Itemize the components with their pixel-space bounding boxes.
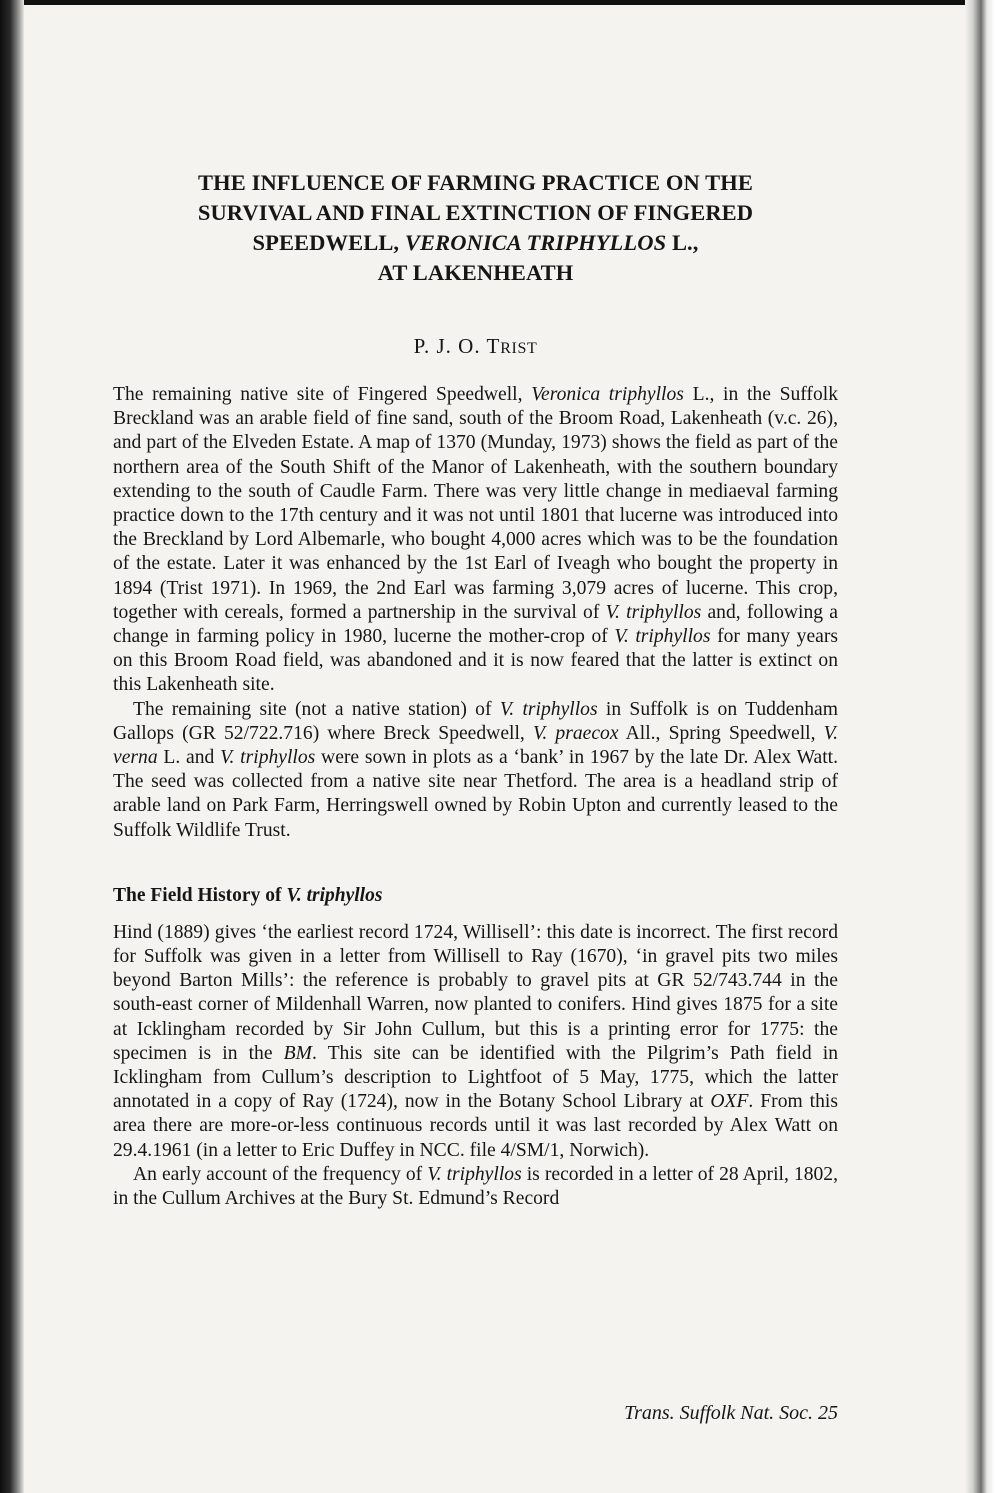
text-run: The remaining site (not a native station) of xyxy=(133,698,500,720)
title-line-2: SURVIVAL AND FINAL EXTINCTION OF FINGERED xyxy=(197,200,754,225)
text-run: L. and xyxy=(157,747,221,769)
italic-text-run: OXF xyxy=(710,1091,749,1113)
scan-top-edge xyxy=(0,0,995,5)
italic-text-run: V. praecox xyxy=(532,722,619,744)
scan-right-edge xyxy=(965,0,995,1493)
text-run: An early account of the frequency of xyxy=(133,1163,428,1185)
italic-text-run: V. triphyllos xyxy=(605,601,702,623)
text-run: in Suffolk is on Tuddenham Gallops (GR 52/722.716) where Breck Speedwell, xyxy=(113,698,838,744)
text-run: were sown in plots as a ‘bank’ in 1967 by the late Dr. Alex Watt. The seed was collected from a native site near Thetford. The area is a headland strip of arable land on Park Farm, Herringswell owned by Robin Upton and currently leased to the Suffolk Wildlife Trust. xyxy=(113,747,838,841)
text-run: for many years on this Broom Road field, was abandoned and it is now feared that the latter is extinct on this Lakenheath site. xyxy=(113,626,839,696)
section-paragraph-1 xyxy=(113,921,838,1163)
author-byline xyxy=(113,334,838,359)
title-line-4: AT LAKENHEATH xyxy=(377,260,574,285)
text-run: . From this area there are more-or-less continuous records until it was last recorded by Alex Watt on 29.4.1961 (in a letter to Eric Duffey in NCC. file 4/SM/1, Norwich). xyxy=(113,1091,838,1161)
author-surname: RIST xyxy=(500,340,538,357)
title-species-name: VERONICA TRIPHYLLOS xyxy=(404,230,667,255)
text-run: Hind (1889) gives ‘the earliest record 1724, Willisell’: this date is incorrect. The first record for Suffolk was given in a letter from Willisell to Ray (1670), ‘in gravel pits two miles beyond Barton Mills’: the reference is probably to gravel pits at GR 52/743.744 in the south-east corner of Mildenhall Warren, now planted to conifers. Hind gives 1875 for a site at Icklingham recorded by Sir John Cullum, but this is a printing error for 1775: the specimen is in the xyxy=(113,921,838,1064)
italic-text-run: V. triphyllos xyxy=(614,626,711,648)
title-line-1: THE INFLUENCE OF FARMING PRACTICE ON THE xyxy=(198,170,753,195)
author-initials: P. J. O. T xyxy=(413,334,501,358)
italic-text-run: V. triphyllos xyxy=(499,698,598,720)
text-run: . This site can be identified with the Pilgrim’s Path field in Icklingham from Cullum’s description to Lightfoot of 5 May, 1775, which the latter annotated in a copy of Ray (1724), now in the Botany School Library at xyxy=(113,1042,838,1113)
section-paragraph-2 xyxy=(113,1163,838,1211)
section-heading-species: V. triphyllos xyxy=(286,884,383,906)
italic-text-run: Veronica triphyllos xyxy=(531,384,684,405)
text-run: is recorded in a letter of 28 April, 1802, in the Cullum Archives at the Bury St. Edmund’s Record xyxy=(113,1163,838,1210)
article-page xyxy=(113,168,838,1211)
italic-text-run: V. verna xyxy=(113,722,838,769)
title-line-3-prefix: SPEEDWELL, xyxy=(252,230,405,255)
text-run: The remaining native site of Fingered Speedwell, xyxy=(113,384,532,405)
italic-text-run: BM xyxy=(283,1042,312,1064)
text-run: All., Spring Speedwell, xyxy=(618,722,824,744)
article-title xyxy=(113,168,838,288)
section-heading xyxy=(113,885,838,907)
italic-text-run: V. triphyllos xyxy=(220,747,316,769)
journal-footer: Trans. Suffolk Nat. Soc. 25 xyxy=(624,1402,838,1424)
intro-paragraph-1 xyxy=(113,383,838,698)
text-run: L., in the Suffolk Breckland was an arable field of fine sand, south of the Broom Road, Lakenheath (v.c. 26), and part of the Elveden Estate. A map of 1370 (Munday, 1973) shows the field as part of the northern area of the South Shift of the Manor of Lakenheath, with the southern boundary extending to the south of Caudle Farm. There was very little change in mediaeval farming practice down to the 17th century and it was not until 1801 that lucerne was introduced into the Breckland by Lord Albemarle, who bought 4,000 acres which was to be the foundation of the estate. Later it was enhanced by the 1st Earl of Iveagh who bought the property in 1894 (Trist 1971). In 1969, the 2nd Earl was farming 3,079 acres of lucerne. This crop, together with cereals, formed a partnership in the survival of xyxy=(113,384,838,623)
scan-left-edge xyxy=(0,0,24,1493)
section-heading-prefix: The Field History of xyxy=(113,884,287,906)
italic-text-run: V. triphyllos xyxy=(427,1163,522,1185)
title-line-3 xyxy=(113,228,838,258)
intro-paragraph-2 xyxy=(113,698,838,843)
title-line-3-suffix: L., xyxy=(666,230,699,255)
text-run: and, following a change in farming policy in 1980, lucerne the mother-crop of xyxy=(113,601,839,648)
